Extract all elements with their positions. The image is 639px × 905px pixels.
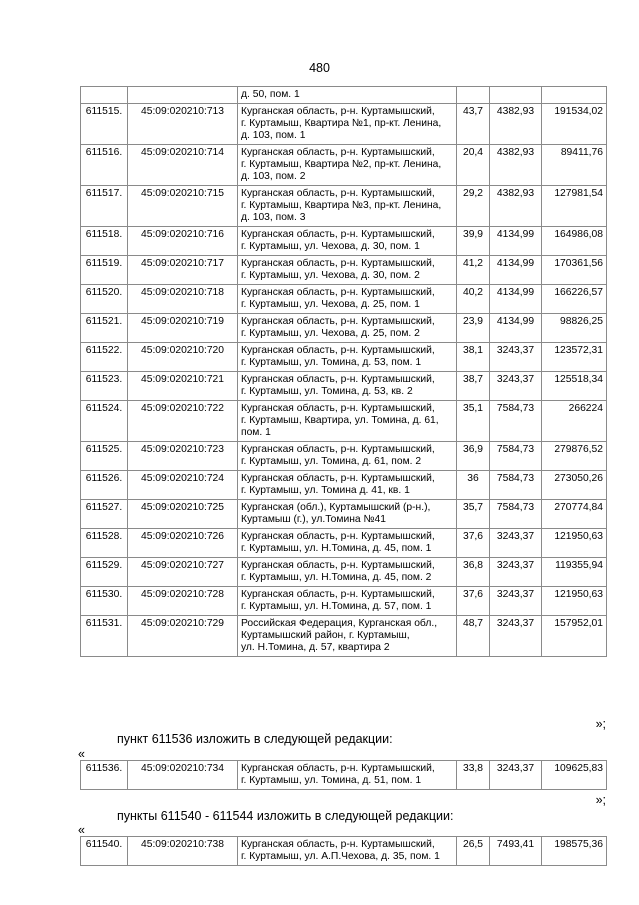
cadastral-value-cell: 125518,34 <box>542 372 607 401</box>
area-cell: 29,2 <box>457 186 490 227</box>
address-cell: Курганская область, р-н. Куртамышский, г. Куртамыш, ул. Чехова, д. 25, пом. 2 <box>238 314 457 343</box>
rate-cell: 3243,37 <box>490 761 542 790</box>
area-cell: 38,1 <box>457 343 490 372</box>
address-cell: Курганская область, р-н. Куртамышский, г. Куртамыш, ул. Томина, д. 53, кв. 2 <box>238 372 457 401</box>
table-row <box>81 256 607 285</box>
cadastral-number-cell: 45:09:020210:728 <box>128 587 238 616</box>
row-number-cell: 611520. <box>81 285 128 314</box>
cadastral-number-cell: 45:09:020210:725 <box>128 500 238 529</box>
address-cell: Российская Федерация, Курганская обл., Куртамышский район, г. Куртамыш, ул. Н.Томина, д. 57, квартира 2 <box>238 616 457 657</box>
cadastral-number-cell: 45:09:020210:726 <box>128 529 238 558</box>
table-row <box>81 442 607 471</box>
cadastral-value-cell: 127981,54 <box>542 186 607 227</box>
cadastral-number-cell: 45:09:020210:738 <box>128 837 238 866</box>
address-cell: Курганская область, р-н. Куртамышский, г. Куртамыш, Квартира №2, пр-кт. Ленина, д. 103, пом. 2 <box>238 145 457 186</box>
area-cell: 40,2 <box>457 285 490 314</box>
cadastral-number-cell: 45:09:020210:714 <box>128 145 238 186</box>
area-cell: 20,4 <box>457 145 490 186</box>
row-number-cell: 611529. <box>81 558 128 587</box>
table-row <box>81 145 607 186</box>
rate-cell: 3243,37 <box>490 372 542 401</box>
table-row <box>81 227 607 256</box>
cadastral-value-cell: 157952,01 <box>542 616 607 657</box>
cadastral-number-cell: 45:09:020210:724 <box>128 471 238 500</box>
cadastral-value-cell: 273050,26 <box>542 471 607 500</box>
cadastral-number-cell: 45:09:020210:722 <box>128 401 238 442</box>
address-cell: Курганская область, р-н. Куртамышский, г. Куртамыш, ул. Томина, д. 53, пом. 1 <box>238 343 457 372</box>
cadastral-number-cell: 45:09:020210:727 <box>128 558 238 587</box>
cadastral-value-cell: 121950,63 <box>542 587 607 616</box>
amendment-table-611540 <box>80 836 607 866</box>
table-row <box>81 343 607 372</box>
row-number-cell: 611517. <box>81 186 128 227</box>
rate-cell: 4134,99 <box>490 256 542 285</box>
address-cell: Курганская область, р-н. Куртамышский, г. Куртамыш, ул. Томина, д. 51, пом. 1 <box>238 761 457 790</box>
cadastral-number-cell: 45:09:020210:734 <box>128 761 238 790</box>
area-cell: 35,7 <box>457 500 490 529</box>
rate-cell: 4134,99 <box>490 227 542 256</box>
table-row <box>81 401 607 442</box>
amendment-table-611536 <box>80 760 607 790</box>
address-cell: Курганская область, р-н. Куртамышский, г. Куртамыш, ул. Томина, д. 61, пом. 2 <box>238 442 457 471</box>
area-cell: 37,6 <box>457 587 490 616</box>
row-number-cell: 611528. <box>81 529 128 558</box>
cadastral-value-cell: 164986,08 <box>542 227 607 256</box>
cadastral-number-cell: 45:09:020210:716 <box>128 227 238 256</box>
closing-quote: »; <box>595 793 606 807</box>
address-cell: Курганская область, р-н. Куртамышский, г. Куртамыш, Квартира, ул. Томина, д. 61, пом. 1 <box>238 401 457 442</box>
cadastral-number-cell: 45:09:020210:718 <box>128 285 238 314</box>
cadastral-value-cell: 270774,84 <box>542 500 607 529</box>
address-cell: Курганская область, р-н. Куртамышский, г. Куртамыш, ул. Чехова, д. 25, пом. 1 <box>238 285 457 314</box>
table-row <box>81 471 607 500</box>
rate-cell: 4382,93 <box>490 145 542 186</box>
cadastral-number-cell: 45:09:020210:717 <box>128 256 238 285</box>
closing-quote: »; <box>595 717 606 731</box>
main-table <box>80 86 607 657</box>
row-number-cell: 611515. <box>81 104 128 145</box>
address-cell: Курганская область, р-н. Куртамышский, г. Куртамыш, ул. Чехова, д. 30, пом. 1 <box>238 227 457 256</box>
rate-cell: 7584,73 <box>490 401 542 442</box>
row-number-cell <box>81 87 128 104</box>
area-cell: 41,2 <box>457 256 490 285</box>
table-row <box>81 558 607 587</box>
rate-cell: 3243,37 <box>490 558 542 587</box>
address-cell: Курганская область, р-н. Куртамышский, г. Куртамыш, Квартира №1, пр-кт. Ленина, д. 103, пом. 1 <box>238 104 457 145</box>
cadastral-value-cell: 170361,56 <box>542 256 607 285</box>
row-number-cell: 611540. <box>81 837 128 866</box>
row-number-cell: 611530. <box>81 587 128 616</box>
row-number-cell: 611536. <box>81 761 128 790</box>
address-cell: Курганская область, р-н. Куртамышский, г. Куртамыш, ул. Томина д. 41, кв. 1 <box>238 471 457 500</box>
rate-cell: 3243,37 <box>490 587 542 616</box>
cadastral-number-cell: 45:09:020210:723 <box>128 442 238 471</box>
cadastral-value-cell: 279876,52 <box>542 442 607 471</box>
page-number: 480 <box>309 61 330 75</box>
instruction-text: пункты 611540 - 611544 изложить в следующей редакции: <box>117 809 454 823</box>
table-row <box>81 500 607 529</box>
cadastral-value-cell: 119355,94 <box>542 558 607 587</box>
table-row <box>81 314 607 343</box>
rate-cell: 3243,37 <box>490 529 542 558</box>
row-number-cell: 611527. <box>81 500 128 529</box>
rate-cell <box>490 87 542 104</box>
cadastral-value-cell: 121950,63 <box>542 529 607 558</box>
table-row <box>81 372 607 401</box>
rate-cell: 3243,37 <box>490 616 542 657</box>
row-number-cell: 611523. <box>81 372 128 401</box>
table-row <box>81 186 607 227</box>
address-cell: Курганская область, р-н. Куртамышский, г. Куртамыш, ул. А.П.Чехова, д. 35, пом. 1 <box>238 837 457 866</box>
table-row <box>81 761 607 790</box>
cadastral-number-cell: 45:09:020210:729 <box>128 616 238 657</box>
address-cell: Курганская область, р-н. Куртамышский, г. Куртамыш, Квартира №3, пр-кт. Ленина, д. 103, пом. 3 <box>238 186 457 227</box>
area-cell <box>457 87 490 104</box>
cadastral-number-cell <box>128 87 238 104</box>
address-cell: д. 50, пом. 1 <box>238 87 457 104</box>
cadastral-number-cell: 45:09:020210:720 <box>128 343 238 372</box>
rate-cell: 4382,93 <box>490 186 542 227</box>
row-number-cell: 611516. <box>81 145 128 186</box>
opening-quote: « <box>78 747 85 761</box>
rate-cell: 4134,99 <box>490 314 542 343</box>
area-cell: 33,8 <box>457 761 490 790</box>
row-number-cell: 611526. <box>81 471 128 500</box>
area-cell: 35,1 <box>457 401 490 442</box>
area-cell: 26,5 <box>457 837 490 866</box>
area-cell: 37,6 <box>457 529 490 558</box>
cadastral-value-cell: 109625,83 <box>542 761 607 790</box>
table-row <box>81 529 607 558</box>
cadastral-value-cell: 266224 <box>542 401 607 442</box>
area-cell: 38,7 <box>457 372 490 401</box>
cadastral-number-cell: 45:09:020210:713 <box>128 104 238 145</box>
rate-cell: 7584,73 <box>490 500 542 529</box>
cadastral-value-cell: 166226,57 <box>542 285 607 314</box>
rate-cell: 4382,93 <box>490 104 542 145</box>
area-cell: 43,7 <box>457 104 490 145</box>
area-cell: 36,9 <box>457 442 490 471</box>
table-row <box>81 587 607 616</box>
area-cell: 39,9 <box>457 227 490 256</box>
address-cell: Курганская (обл.), Куртамышский (р-н.), Куртамыш (г.), ул.Томина №41 <box>238 500 457 529</box>
instruction-text: пункт 611536 изложить в следующей редакции: <box>117 732 393 746</box>
area-cell: 23,9 <box>457 314 490 343</box>
cadastral-value-cell: 191534,02 <box>542 104 607 145</box>
cadastral-number-cell: 45:09:020210:719 <box>128 314 238 343</box>
cadastral-value-cell: 89411,76 <box>542 145 607 186</box>
row-number-cell: 611524. <box>81 401 128 442</box>
area-cell: 36,8 <box>457 558 490 587</box>
rate-cell: 7493,41 <box>490 837 542 866</box>
address-cell: Курганская область, р-н. Куртамышский, г. Куртамыш, ул. Н.Томина, д. 45, пом. 2 <box>238 558 457 587</box>
table-row <box>81 87 607 104</box>
cadastral-number-cell: 45:09:020210:721 <box>128 372 238 401</box>
row-number-cell: 611519. <box>81 256 128 285</box>
table-row <box>81 104 607 145</box>
cadastral-number-cell: 45:09:020210:715 <box>128 186 238 227</box>
cadastral-value-cell: 198575,36 <box>542 837 607 866</box>
opening-quote: « <box>78 823 85 837</box>
table-row <box>81 285 607 314</box>
cadastral-value-cell: 98826,25 <box>542 314 607 343</box>
area-cell: 48,7 <box>457 616 490 657</box>
row-number-cell: 611531. <box>81 616 128 657</box>
rate-cell: 3243,37 <box>490 343 542 372</box>
table-row <box>81 616 607 657</box>
rate-cell: 4134,99 <box>490 285 542 314</box>
row-number-cell: 611525. <box>81 442 128 471</box>
address-cell: Курганская область, р-н. Куртамышский, г. Куртамыш, ул. Н.Томина, д. 57, пом. 1 <box>238 587 457 616</box>
address-cell: Курганская область, р-н. Куртамышский, г. Куртамыш, ул. Чехова, д. 30, пом. 2 <box>238 256 457 285</box>
cadastral-value-cell <box>542 87 607 104</box>
address-cell: Курганская область, р-н. Куртамышский, г. Куртамыш, ул. Н.Томина, д. 45, пом. 1 <box>238 529 457 558</box>
cadastral-value-cell: 123572,31 <box>542 343 607 372</box>
rate-cell: 7584,73 <box>490 442 542 471</box>
rate-cell: 7584,73 <box>490 471 542 500</box>
row-number-cell: 611522. <box>81 343 128 372</box>
table-row <box>81 837 607 866</box>
row-number-cell: 611518. <box>81 227 128 256</box>
area-cell: 36 <box>457 471 490 500</box>
row-number-cell: 611521. <box>81 314 128 343</box>
